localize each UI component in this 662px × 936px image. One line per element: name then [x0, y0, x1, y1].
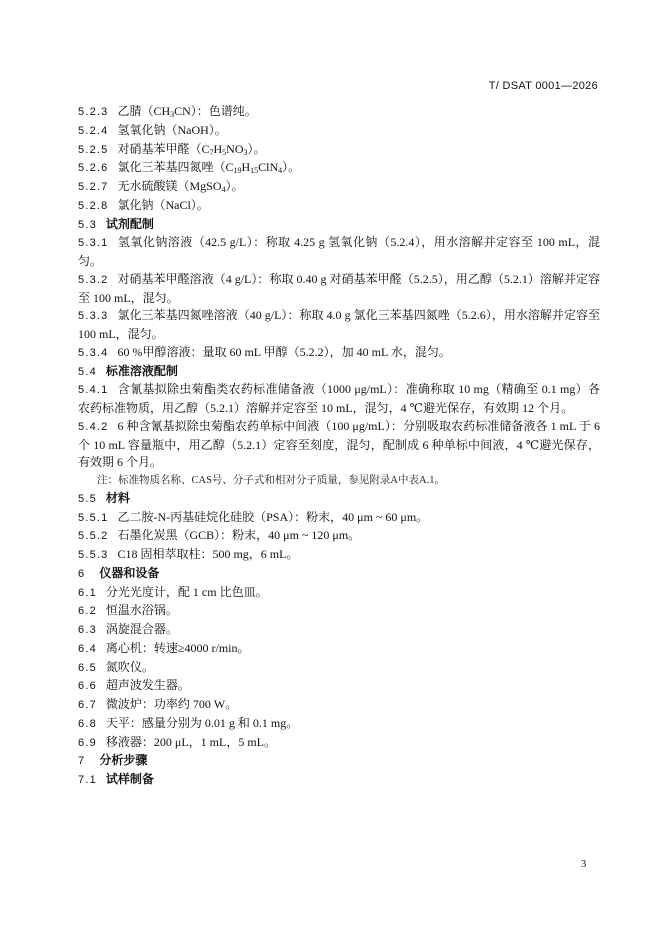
text-run: 氯化钠（NaCl）。 [117, 197, 209, 212]
chapter-number: 6 [78, 567, 86, 580]
clause-number: 5.3.2 [78, 273, 109, 286]
clause-number: 5.2.6 [78, 162, 109, 175]
chapter-heading-6 [78, 565, 600, 584]
clause-number: 5.3.4 [78, 346, 109, 359]
clause-5-3-4 [78, 344, 600, 363]
note-text: 标准物质名称、CAS号、分子式和相对分子质量，参见附录A中表A.1。 [118, 475, 445, 486]
text-run: ClN [258, 160, 279, 175]
clause-number: 5.2.8 [78, 199, 109, 212]
clause-number: 6.7 [78, 699, 97, 711]
note-label: 注： [97, 475, 118, 486]
clause-text: 移液器：200 μL，1 mL，5 mL。 [105, 734, 276, 749]
clause-5-5-2 [78, 527, 600, 546]
clause-text [117, 123, 226, 137]
clause-number: 5.2.4 [78, 124, 109, 137]
text-run: ）。 [225, 179, 244, 193]
clause-text: 离心机：转速≥4000 r/min。 [105, 640, 250, 655]
clause-number: 6.1 [78, 586, 97, 599]
formula-subscript: 19 [233, 166, 242, 176]
clause-5-2-3 [78, 103, 600, 122]
formula-subscript: 15 [250, 166, 259, 176]
clause-text: 氢氧化钠溶液（42.5 g/L）：称取 4.25 g 氢氧化钠（5.2.4），用水溶解并定容至 100 mL，混匀。 [78, 235, 600, 268]
section-title: 试剂配制 [105, 216, 154, 231]
clause-5-3-1 [78, 234, 600, 271]
section-title: 标准溶液配制 [105, 363, 178, 378]
text-run: 氢氧化钠（NaOH）。 [117, 122, 227, 137]
formula-subscript: 3 [170, 110, 175, 119]
clause-number: 5.2.7 [78, 181, 109, 193]
clause-number: 5.2.3 [78, 106, 109, 118]
clause-text [117, 198, 208, 212]
section-number: 5.5 [78, 492, 97, 505]
section-number: 5.4 [78, 365, 97, 378]
clause-text: 分光光度计，配 1 cm 比色皿。 [105, 584, 268, 599]
clause-text: 60 %甲醇溶液：量取 60 mL 甲醇（5.2.2），加 40 mL 水，混匀。 [117, 344, 451, 359]
clause-5-2-6 [78, 159, 600, 178]
clause-6-8 [78, 715, 600, 734]
clause-number: 6.5 [78, 661, 97, 674]
clause-number: 5.5.2 [78, 530, 109, 543]
section-heading-5-4 [78, 363, 600, 382]
text-run: CN）：色谱纯。 [174, 104, 257, 118]
page-content [78, 103, 600, 790]
note [78, 472, 600, 490]
clause-number: 6.2 [78, 605, 97, 618]
clause-text: C18 固相萃取柱：500 mg，6 mL。 [117, 547, 299, 561]
clause-number: 5.5.3 [78, 549, 109, 561]
clause-number: 6.8 [78, 717, 97, 730]
chapter-heading-7 [78, 752, 600, 771]
clause-number: 5.5.1 [78, 511, 109, 524]
chapter-number: 7 [78, 755, 86, 768]
section-heading-5-5 [78, 490, 600, 509]
text-run: 无水硫酸镁（MgSO [117, 179, 222, 193]
clause-5-5-3 [78, 546, 600, 565]
clause-5-2-4 [78, 122, 600, 141]
text-run: NO [226, 141, 244, 156]
clause-text [117, 104, 256, 118]
clause-text: 氯化三苯基四氮唑溶液（40 g/L）：称取 4.0 g 氯化三苯基四氮唑（5.2.6），用水溶解并定容至 100 mL，混匀。 [78, 308, 600, 341]
clause-text [117, 160, 300, 174]
formula-subscript: 7 [209, 147, 214, 157]
page-number: 3 [581, 859, 587, 870]
chapter-title: 分析步骤 [99, 753, 148, 768]
text-run: 对硝基苯甲醛（C [117, 141, 210, 156]
text-run: ）。 [247, 141, 266, 156]
clause-6-1 [78, 584, 600, 603]
document-code: T/ DSAT 0001—2026 [488, 80, 598, 92]
clause-text: 涡旋混合器。 [105, 622, 178, 636]
clause-text: 对硝基苯甲醛溶液（4 g/L）：称取 0.40 g 对硝基苯甲醛（5.2.5），用乙醇（5.2.1）溶解并定容至 100 mL，混匀。 [78, 271, 600, 305]
clause-text: 微波炉：功率约 700 W。 [105, 697, 238, 711]
section-number: 5.3 [78, 218, 97, 231]
clause-6-9 [78, 734, 600, 753]
clause-text: 石墨化炭黑（GCB）：粉末，40 μm ~ 120 μm。 [117, 528, 361, 543]
clause-text: 超声波发生器。 [105, 678, 190, 693]
section-number: 7.1 [78, 774, 97, 786]
clause-5-4-2 [78, 418, 600, 472]
section-heading-7-1 [78, 771, 600, 790]
clause-5-4-1 [78, 381, 600, 418]
clause-text: 氮吹仪。 [105, 659, 154, 674]
clause-text: 含氰基拟除虫菊酯类农药标准储备液（1000 μg/mL）：准确称取 10 mg（精确至 0.1 mg）各农药标准物质，用乙醇（5.2.1）溶解并定容至 10 mL，混匀，4 ℃避光保存，有效期 12 个月。 [78, 382, 600, 415]
clause-number: 5.3.1 [78, 237, 109, 250]
clause-6-5 [78, 659, 600, 678]
formula-subscript: 4 [278, 166, 283, 176]
clause-number: 6.9 [78, 736, 97, 749]
clause-number: 6.4 [78, 642, 97, 655]
clause-5-3-2 [78, 271, 600, 308]
clause-6-3 [78, 621, 600, 640]
clause-text [117, 179, 243, 193]
formula-subscript: 3 [243, 147, 248, 157]
section-heading-5-3 [78, 216, 600, 235]
clause-6-4 [78, 640, 600, 659]
formula-subscript: 5 [222, 147, 227, 157]
text-run: 氯化三苯基四氮唑（C [117, 160, 234, 175]
clause-text: 乙二胺-N-丙基硅烷化硅胶（PSA）：粉末，40 μm ~ 60 μm。 [117, 509, 429, 524]
clause-number: 6.3 [78, 624, 97, 636]
clause-text: 恒温水浴锅。 [105, 603, 178, 618]
clause-text: 天平：感量分别为 0.01 g 和 0.1 mg。 [105, 715, 299, 730]
text-run: 乙腈（CH [117, 104, 171, 118]
clause-6-2 [78, 602, 600, 621]
clause-5-2-7 [78, 178, 600, 197]
section-title: 试样制备 [105, 772, 154, 786]
chapter-title: 仪器和设备 [99, 565, 160, 580]
clause-number: 5.4.2 [78, 420, 109, 433]
clause-text: 6 种含氰基拟除虫菊酯农药单标中间液（100 μg/mL）：分别吸取农药标准储备液各 1 mL 于 6 个 10 mL 容量瓶中，用乙醇（5.2.1）定容至刻度，混匀，配制成 6 种单标中间液，4 ℃避光保存，有效期 6 个月。 [78, 418, 600, 470]
clause-6-6 [78, 677, 600, 696]
text-run: H [213, 141, 223, 156]
clause-5-2-5 [78, 141, 600, 160]
section-title: 材料 [105, 490, 130, 505]
clause-5-5-1 [78, 509, 600, 528]
clause-number: 5.3.3 [78, 310, 109, 323]
clause-number: 5.2.5 [78, 143, 109, 156]
clause-number: 6.6 [78, 680, 97, 693]
clause-number: 5.4.1 [78, 384, 109, 397]
clause-5-2-8 [78, 197, 600, 216]
text-run: H [241, 160, 251, 175]
formula-subscript: 4 [221, 185, 226, 194]
clause-5-3-3 [78, 307, 600, 344]
clause-text [117, 142, 265, 156]
text-run: ）。 [282, 160, 301, 175]
clause-6-7 [78, 696, 600, 715]
